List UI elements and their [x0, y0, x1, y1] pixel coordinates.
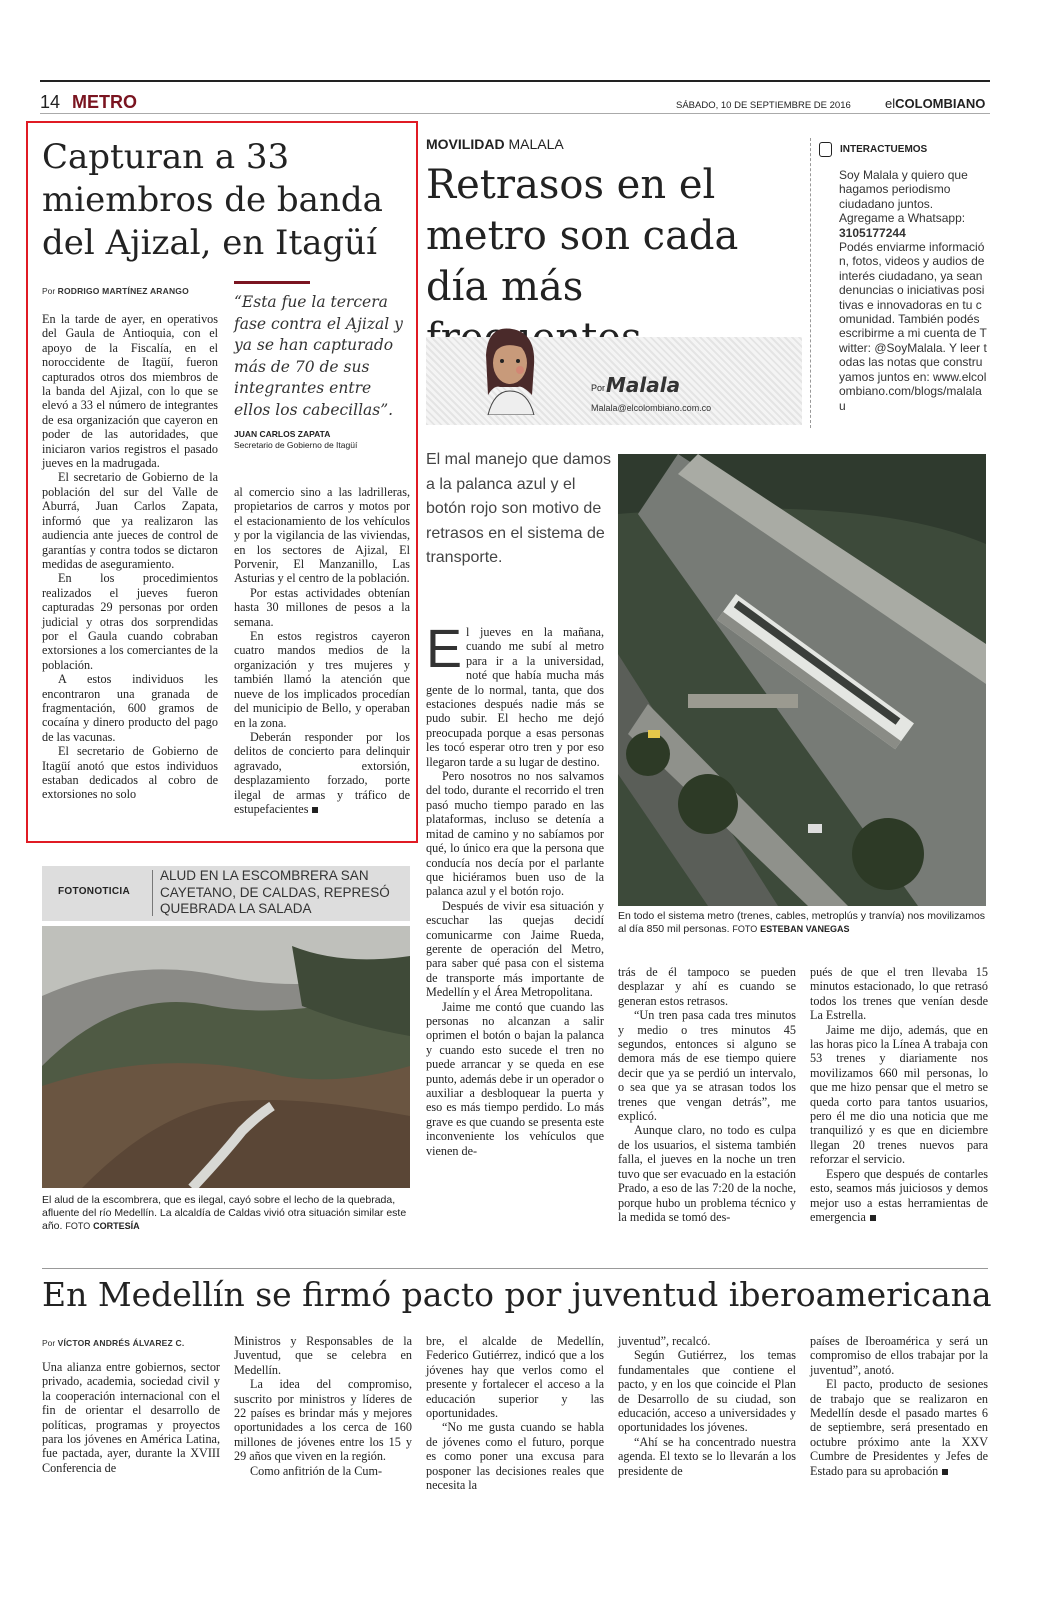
article-ajizal-headline: Capturan a 33 miembros de banda del Ajizal, en Itagüí: [42, 137, 383, 263]
page-number: 14: [40, 92, 61, 112]
whatsapp-number: 3105177244: [839, 225, 906, 240]
article-metro-col1: El jueves en la mañana, cuando me subí al metro para ir a la universidad, noté que había mucha más gente de lo normal, tanta, que dos estaciones después nadie más se pudo subir. El hecho me dejó preocupada porque a esas personas les tocó esperar otro tren y por eso llegaron tarde a su lugar de destino. Pero nosotros no nos salvamos del todo, durante el recorrido el tren pasó mucho tiempo parado en las plataformas, incluso se detenía a mitad de camino y no sabíamos por qué, lo único era que la persona que conducía nos decía por el parlante que hiciéramos buen uso de la palanca azul y el botón rojo. Después de vivir esa situación y escuchar las quejas decidí comunicarme con Jaime Rueda, gerente de operación del Metro, para saber qué pasa con el sistema de transporte más importante de Medellín y el Área Metropolitana. Jaime me contó que cuando las personas no alcanzan a salir oprimen el botón o bajan la palanca y cuando esto sucede el tren no puede arrancar y se queda en ese punto, además debe ir un operador o auxiliar a desbloquear la puerta y eso es más tiempo perdido. Lo más grave es que cuando se presenta este inconveniente los vehículos que vienen de-: [426, 619, 604, 1158]
metro-train-illustration: [618, 454, 986, 906]
header-underline: [40, 113, 990, 114]
dropcap: E: [426, 619, 463, 679]
article-juventud-col2: Ministros y Responsables de la Juventud, que se celebra en Medellín. La idea del compromiso, suscrito por ministros y líderes de 22 países es brindar más y mejores oportunidades a los cerca de 160 millones de jóvenes entre los 15 y 29 años que viven en la región. Como anfitrión de la Cum-: [234, 1334, 412, 1478]
end-mark: [870, 1215, 876, 1221]
sidebar-title: INTERACTUEMOS: [819, 142, 927, 157]
article-metro-lead: El mal manejo que damos a la palanca azul y el botón rojo son motivo de retrasos en el sistema de transporte.: [426, 451, 611, 566]
end-mark: [312, 807, 318, 813]
section-name: METRO: [72, 92, 137, 112]
article-metro-col2: trás de él tampoco se pueden desplazar y ahí es cuando se generan estos retrasos. “Un tren pasa cada tres minutos y medio o tres minutos 45 segundos, entonces si alguno se demora más de ese tiempo quiere decir que ya se perdió un intervalo, o sea que ya se atrasan todos los trenes que vengan detrás”, me explicó. Aunque claro, no todo es culpa de los usuarios, el sistema también falla, el jueves en la noche un tren tuvo que ser evacuado en la estación Prado, a eso de las 7:20 de la noche, porque hubo un problema técnico y la medida se tomó des-: [618, 965, 796, 1224]
pullquote: [234, 292, 410, 450]
author-prefix: Por: [591, 383, 606, 393]
sidebar-interactuemos: [810, 138, 988, 428]
fotonoticia-label: FOTONOTICIA: [58, 886, 131, 897]
end-mark: [942, 1469, 948, 1475]
header-rule: [40, 80, 990, 82]
metro-photo-caption: En todo el sistema metro (trenes, cables, metroplús y tranvía) nos movilizamos al día 850 mil personas. FOTO ESTEBAN VANEGAS: [618, 910, 986, 935]
pullquote-role: Secretario de Gobierno de Itagüí: [234, 440, 358, 450]
article-juventud-col4: juventud”, recalcó. Según Gutiérrez, los temas fundamentales que contiene el pacto, y en los que coincide el Plan de Desarrollo de su ciudad, son educación, acceso a universidades y oportunidades los jóvenes. “Ahí se ha concentrado nuestra agenda. El texto se lo llevarán a los presidente de: [618, 1334, 796, 1478]
article-ajizal-col1: En la tarde de ayer, en operativos del Gaula de Antioquia, con el apoyo de la Fiscalía, en el noroccidente de Itagüí, fueron capturados otros dos miembros de la banda del Ajizal, con lo que se elevó a 33 el número de integrantes de esa organización que cayeron en poder de las autoridades, que iniciaron varios registros el pasado jueves en la madrugada. El secretario de Gobierno de la población del sur del Valle de Aburrá, Juan Carlos Zapata, informó que ya realizaron las audiencia ante jueces de control de garantías y contra todos se dictaron medidas de aseguramiento. En los procedimientos realizados el jueves fueron capturadas 29 personas por orden judicial y otras dos sorprendidas por el Gaula cuando cobraban extorsiones a los comerciantes de la población. A estos individuos les encontraron una granada de fragmentación, 600 gramos de cocaína y dinero producto del pago de las vacunas. El secretario de Gobierno de Itagüí anotó que estos individuos estaban dedicados al cobro de extorsiones no solo: [42, 312, 218, 802]
author-email: Malala@elcolombiano.com.co: [591, 403, 712, 413]
pullquote-author: JUAN CARLOS ZAPATA: [234, 429, 331, 439]
author-banner: [426, 337, 802, 425]
fotonoticia-title: ALUD EN LA ESCOMBRERA SAN CAYETANO, DE CALDAS, REPRESÓ QUEBRADA LA SALADA: [160, 868, 390, 916]
newspaper-logo: elCOLOMBIANO: [885, 96, 986, 111]
malala-avatar-icon: [474, 325, 544, 415]
fotonoticia-divider: [152, 870, 153, 916]
metro-train-photo: [618, 454, 986, 906]
article-ajizal-byline: Por RODRIGO MARTÍNEZ ARANGO: [42, 286, 189, 296]
pullquote-text: “Esta fue la tercera fase contra el Ajizal y ya se han capturado más de 70 de sus integrantes entre ellos los cabecillas”.: [234, 293, 403, 419]
author-signature: Malala: [606, 373, 681, 397]
article-juventud-byline: Por VÍCTOR ANDRÉS ÁLVAREZ C.: [42, 1338, 185, 1348]
landslide-photo: [42, 926, 410, 1188]
article-juventud-col3: bre, el alcalde de Medellín, Federico Gutiérrez, indicó que a los jóvenes hay que verlos como el presente y fortalecer el acceso a la educación superior y las oportunidades. “No me gusta cuando se habla de jóvenes como el futuro, porque es como poner una excusa para posponer las decisiones reales que necesita la: [426, 1334, 604, 1493]
article-juventud-headline: En Medellín se firmó pacto por juventud iberoamericana: [42, 1275, 992, 1314]
landslide-illustration: [42, 926, 410, 1188]
article-juventud-col1: Una alianza entre gobiernos, sector privado, academia, sociedad civil y la cooperación internacional con el fin de orientar el desarrollo de políticas, programas y proyectos para los jóvenes en América Latina, fue pactada, ayer, durante la XVIII Conferencia de: [42, 1360, 220, 1475]
issue-date: SÁBADO, 10 DE SEPTIEMBRE DE 2016: [676, 100, 851, 111]
article-metro-headline: Retrasos en el metro son cada día más: [426, 162, 739, 310]
phone-icon: [819, 142, 832, 157]
page-header: [40, 92, 990, 114]
article-ajizal-col2: al comercio sino a las ladrilleras, propietarios de carros y motos por el estacionamiento de los vehículos y por la vigilancia de las viviendas, en los sectores de Ajizal, El Porvenir, El Manzanillo, Las Asturias y el centro de la población. Por estas actividades obtenían hasta 30 millones de pesos a la semana. En estos registros cayeron cuatro mandos medios de la organización y tres mujeres y también llamó la atención que nueve de los implicados procedían del municipio de Bello, y operaban en la zona. Deberán responder por los delitos de concierto para delinquir agravado, extorsión, desplazamiento forzado, porte ilegal de armas y tráfico de estupefacientes: [234, 485, 410, 816]
article-juventud-col5: países de Iberoamérica y será un compromiso de ellos trabajar por la juventud”, anotó. El pacto, producto de sesiones de trabajo que se realizaron en Medellín desde el pasado martes 6 de septiembre, será presentado en octubre próximo ante la XXV Cumbre de Presidentes y Jefes de Estado para su aprobación: [810, 1334, 988, 1478]
sidebar-text: Soy Malala y quiero que hagamos periodismo ciudadano juntos. Agregame a Whatsapp: 3105177244 Podés enviarme información, fotos, videos y audios de interés ciudadano, ya sean denuncias o iniciativas positivas e innovadoras en tu comunidad. También podés escribirme a mi cuenta de Twitter: @SoyMalala. Y leer todas las notas que construyamos juntos en: www.elcolombiano.com/blogs/malalau: [839, 168, 987, 413]
pullquote-rule: [234, 281, 310, 284]
article-metro-kicker: MOVILIDAD MALALA: [426, 136, 564, 152]
fotonoticia-caption: El alud de la escombrera, que es ilegal, cayó sobre el lecho de la quebrada, afluente del río Medellín. La alcaldía de Caldas vivió otra situación similar este año. FOTO CORTESÍA: [42, 1194, 407, 1232]
section-divider: [42, 1268, 988, 1269]
article-metro-col3: pués de que el tren llevaba 15 minutos estacionado, lo que retrasó todos los trenes que venían desde La Estrella. Jaime me dijo, además, que en las horas pico la Línea A trabaja con 53 trenes y diariamente nos movilizamos 660 mil personas, lo que me hizo pensar que el metro se queda corto para tantos usuarios, pero él me dio una noticia que me tranquilizó y es que en diciembre llegan 20 trenes nuevos para reforzar el servicio. Espero que después de contarles esto, seamos más juiciosos y demos mejor uso a estas herramientas de emergencia: [810, 965, 988, 1224]
